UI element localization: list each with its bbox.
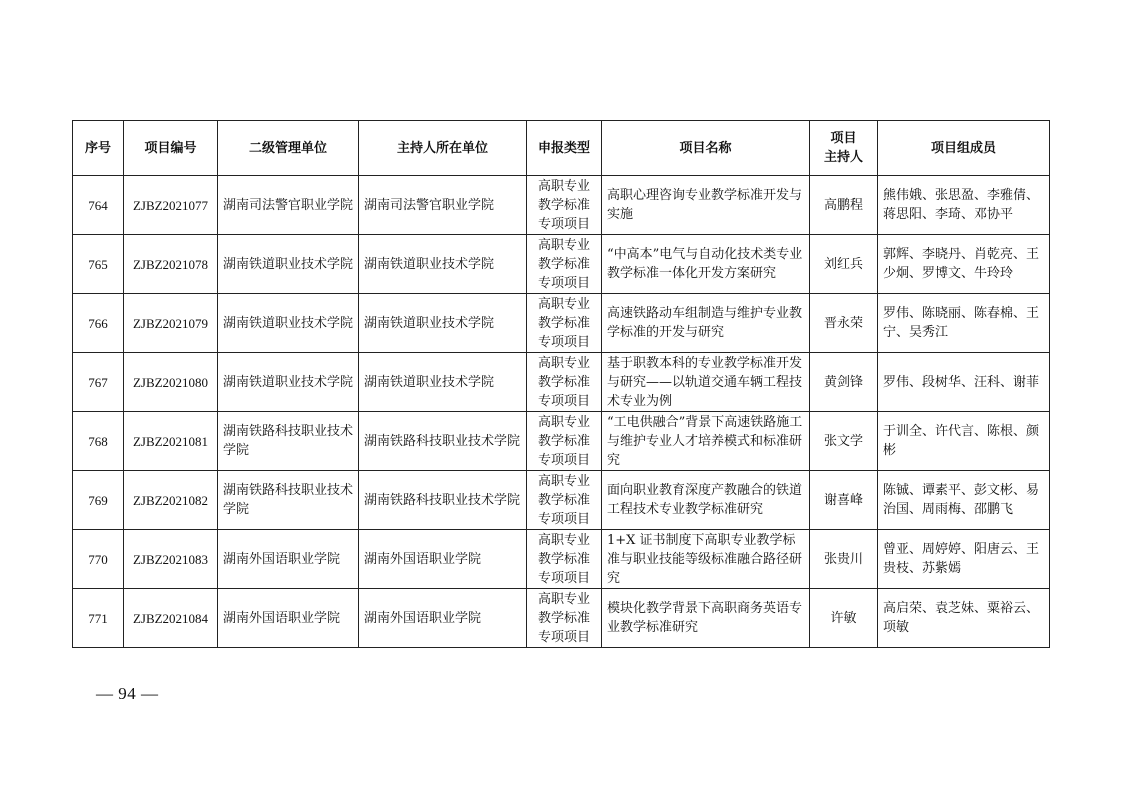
page-number: — 94 —: [96, 684, 159, 703]
cell-code: ZJBZ2021079: [124, 294, 218, 353]
cell-host-unit: 湖南铁道职业技术学院: [359, 353, 527, 412]
cell-leader: 晋永荣: [810, 294, 878, 353]
cell-type: 高职专业教学标准专项项目: [527, 176, 602, 235]
cell-type: 高职专业教学标准专项项目: [527, 235, 602, 294]
cell-members: 罗伟、陈晓丽、陈春棉、王宁、吴秀江: [878, 294, 1050, 353]
cell-project-name: 面向职业教育深度产教融合的铁道工程技术专业教学标准研究: [602, 471, 810, 530]
cell-code: ZJBZ2021082: [124, 471, 218, 530]
cell-host-unit: 湖南外国语职业学院: [359, 589, 527, 648]
cell-leader: 张文学: [810, 412, 878, 471]
cell-members: 于训全、许代言、陈根、颜彬: [878, 412, 1050, 471]
cell-host-unit: 湖南铁路科技职业技术学院: [359, 412, 527, 471]
cell-code: ZJBZ2021077: [124, 176, 218, 235]
cell-code: ZJBZ2021083: [124, 530, 218, 589]
cell-seq: 764: [73, 176, 124, 235]
cell-unit: 湖南外国语职业学院: [218, 589, 359, 648]
cell-leader: 许敏: [810, 589, 878, 648]
cell-leader: 谢喜峰: [810, 471, 878, 530]
cell-project-name: “工电供融合”背景下高速铁路施工与维护专业人才培养模式和标准研究: [602, 412, 810, 471]
cell-code: ZJBZ2021080: [124, 353, 218, 412]
table-row: [73, 294, 1050, 353]
cell-unit: 湖南铁路科技职业技术学院: [218, 412, 359, 471]
cell-code: ZJBZ2021081: [124, 412, 218, 471]
cell-type: 高职专业教学标准专项项目: [527, 471, 602, 530]
table-header-row: [73, 121, 1050, 176]
header-leader-line1: 项目: [830, 131, 857, 146]
cell-members: 罗伟、段树华、汪科、谢菲: [878, 353, 1050, 412]
table-row: [73, 530, 1050, 589]
cell-type: 高职专业教学标准专项项目: [527, 294, 602, 353]
cell-seq: 771: [73, 589, 124, 648]
cell-members: 郭辉、李晓丹、肖乾亮、王少炯、罗博文、牛玲玲: [878, 235, 1050, 294]
cell-type: 高职专业教学标准专项项目: [527, 589, 602, 648]
table-row: [73, 235, 1050, 294]
table-row: [73, 412, 1050, 471]
cell-unit: 湖南司法警官职业学院: [218, 176, 359, 235]
table-row: [73, 589, 1050, 648]
cell-host-unit: 湖南铁路科技职业技术学院: [359, 471, 527, 530]
cell-members: 曾亚、周婷婷、阳唐云、王贵枝、苏紫嫣: [878, 530, 1050, 589]
cell-project-name: 高职心理咨询专业教学标准开发与实施: [602, 176, 810, 235]
project-table: [72, 120, 1050, 648]
header-unit: 二级管理单位: [218, 121, 359, 176]
header-type: 申报类型: [527, 121, 602, 176]
cell-seq: 769: [73, 471, 124, 530]
table-row: [73, 471, 1050, 530]
cell-code: ZJBZ2021078: [124, 235, 218, 294]
header-members: 项目组成员: [878, 121, 1050, 176]
cell-members: 陈铖、谭素平、彭文彬、易治国、周雨梅、邵鹏飞: [878, 471, 1050, 530]
cell-project-name: 模块化教学背景下高职商务英语专业教学标准研究: [602, 589, 810, 648]
header-seq: 序号: [73, 121, 124, 176]
header-name: 项目名称: [602, 121, 810, 176]
table-row: [73, 353, 1050, 412]
cell-members: 熊伟娥、张思盈、李雅倩、蒋思阳、李琦、邓协平: [878, 176, 1050, 235]
header-leader: [810, 121, 878, 176]
cell-project-name: 基于职教本科的专业教学标准开发与研究——以轨道交通车辆工程技术专业为例: [602, 353, 810, 412]
table-row: [73, 176, 1050, 235]
cell-seq: 765: [73, 235, 124, 294]
header-code: 项目编号: [124, 121, 218, 176]
cell-code: ZJBZ2021084: [124, 589, 218, 648]
cell-host-unit: 湖南司法警官职业学院: [359, 176, 527, 235]
header-leader-line2: 主持人: [823, 150, 863, 165]
cell-seq: 767: [73, 353, 124, 412]
cell-host-unit: 湖南铁道职业技术学院: [359, 235, 527, 294]
cell-seq: 766: [73, 294, 124, 353]
cell-type: 高职专业教学标准专项项目: [527, 530, 602, 589]
header-host-unit: 主持人所在单位: [359, 121, 527, 176]
cell-members: 高启荣、袁芝妹、粟裕云、项敏: [878, 589, 1050, 648]
cell-unit: 湖南外国语职业学院: [218, 530, 359, 589]
cell-unit: 湖南铁道职业技术学院: [218, 353, 359, 412]
cell-host-unit: 湖南外国语职业学院: [359, 530, 527, 589]
cell-project-name: “中高本”电气与自动化技术类专业教学标准一体化开发方案研究: [602, 235, 810, 294]
cell-unit: 湖南铁道职业技术学院: [218, 235, 359, 294]
cell-unit: 湖南铁路科技职业技术学院: [218, 471, 359, 530]
cell-project-name: 1+X 证书制度下高职专业教学标准与职业技能等级标准融合路径研究: [602, 530, 810, 589]
cell-leader: 张贵川: [810, 530, 878, 589]
cell-host-unit: 湖南铁道职业技术学院: [359, 294, 527, 353]
cell-leader: 黄剑锋: [810, 353, 878, 412]
cell-leader: 高鹏程: [810, 176, 878, 235]
cell-seq: 768: [73, 412, 124, 471]
cell-type: 高职专业教学标准专项项目: [527, 353, 602, 412]
cell-seq: 770: [73, 530, 124, 589]
cell-leader: 刘红兵: [810, 235, 878, 294]
cell-project-name: 高速铁路动车组制造与维护专业教学标准的开发与研究: [602, 294, 810, 353]
cell-unit: 湖南铁道职业技术学院: [218, 294, 359, 353]
cell-type: 高职专业教学标准专项项目: [527, 412, 602, 471]
